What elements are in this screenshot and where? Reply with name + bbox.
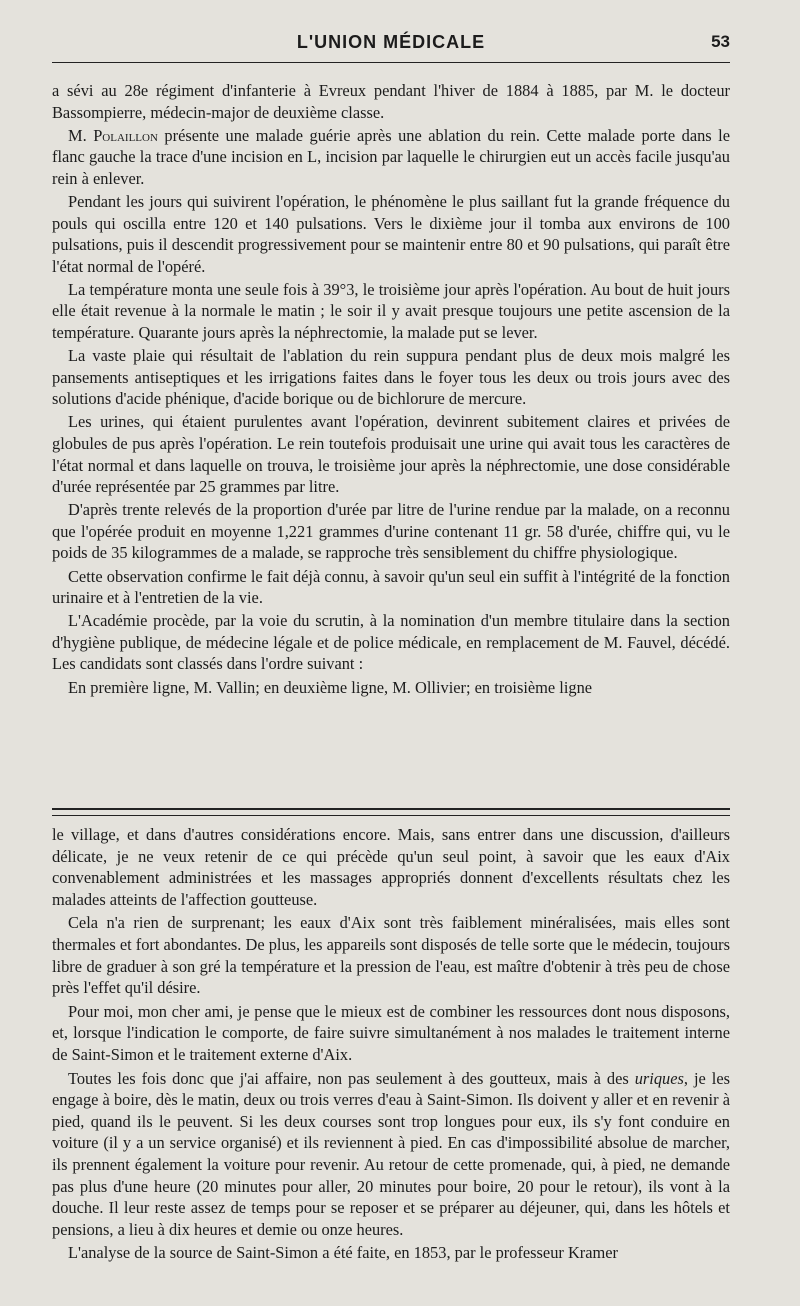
paragraph <box>52 125 730 190</box>
paragraph: le village, et dans d'autres considérations encore. Mais, sans entrer dans une discussion, d'ailleurs délicate, je ne veux retenir de ce qui précède qu'un seul point, à savoir que les eaux d'Aix convenablement administrées et les massages appropriés donnent d'excellents résultats chez les malades atteints de l'affection goutteuse. <box>52 825 730 909</box>
paragraph-text: , je les engage à boire, dès le matin, deux ou trois verres d'eau à Saint-Simon. Ils doivent y aller et en revenir à pied, quand ils le peuvent. Si les deux courses sont trop longues pour eux, ils s'y font conduire en voiture (il y a un service organisé) et ils reviennent à pied. En cas d'impossibilité absolue de marcher, ils prennent également la voiture pour revenir. Au retour de cette promenade, qui, à pied, ne demande pas plus d'une heure (20 minutes pour aller, 20 minutes pour boire, 20 pour le retour), ils vont à la douche. Il leur reste assez de temps pour se reposer et se préparer au déjeuner, qui, dans les hôtels et pensions, a lieu à dix heures et demie ou onze heures. <box>52 1068 730 1239</box>
paragraph: Cela n'a rien de surprenant; les eaux d'Aix sont très faiblement minéralisées, mais elles sont thermales et fort abondantes. De plus, les appareils sont disposés de telle sorte que le médecin, toujours libre de graduer à son gré la température et la pression de l'eau, est maître d'obtenir à très peu de chose près l'effet qu'il désire. <box>52 913 730 998</box>
paragraph: En première ligne, M. Vallin; en deuxième ligne, M. Ollivier; en troisième ligne <box>68 677 593 697</box>
paragraph: D'après trente relevés de la proportion d'urée par litre de l'urine rendue par la malade, on a reconnu que l'opérée produit en moyenne 1,221 grammes d'urine contenant 11 gr. 58 d'urée, chiffre qui, vu le poids de 35 kilogrammes de a malade, se rapproche très sensiblement du chiffre physiologique. <box>52 500 730 563</box>
paragraph: Cette observation confirme le fait déjà connu, à savoir qu'un seul ein suffit à l'intégrité de la fonction urinaire et à l'entretien de la vie. <box>52 566 730 608</box>
paragraph: L'Académie procède, par la voie du scrutin, à la nomination d'un membre titulaire dans la section d'hygiène publique, de médecine légale et de police médicale, en remplacement de M. Fauvel, décédé. Les candidats sont classés dans l'ordre suivant : <box>52 611 730 674</box>
upper-text-column <box>52 80 730 700</box>
lower-text-column <box>52 824 730 1266</box>
paragraph-text: Toutes les fois donc que j'ai affaire, non pas seulement à des goutteux, mais à des <box>68 1068 629 1088</box>
author-name: Polaillon <box>93 125 158 145</box>
paragraph: La vaste plaie qui résultait de l'ablation du rein suppura pendant plus de deux mois malgré les pansements antiseptiques et les irrigations faites dans le foyer tous les deux ou trois jours avec des solutions d'acide phénique, d'acide borique ou de bichlorure de mercure. <box>52 346 730 409</box>
header-rule <box>52 62 730 63</box>
paragraph: a sévi au 28e régiment d'infanterie à Evreux pendant l'hiver de 1884 à 1885, par M. le docteur Bassompierre, médecin-major de deuxième classe. <box>52 81 730 122</box>
paragraph: L'analyse de la source de Saint-Simon a été faite, en 1853, par le professeur Kramer <box>68 1243 619 1263</box>
journal-title: L'UNION MÉDICALE <box>296 31 486 52</box>
paragraph: La température monta une seule fois à 39°3, le troisième jour après l'opération. Au bout de huit jours elle était revenue à la normale le matin ; le soir il y avait presque toujours une petite ascension de la température. Quarante jours après la néphrectomie, la malade put se lever. <box>52 279 730 343</box>
paragraph-text: présente une malade guérie après une ablation du rein. Cette malade porte dans le flanc gauche la trace d'une incision en L, incision par laquelle le chirurgien eut un accès facile jusqu'au rein à enlever. <box>52 125 730 188</box>
page-number: 53 <box>711 32 730 51</box>
paragraph: Pour moi, mon cher ami, je pense que le mieux est de combiner les ressources dont nous disposons, et, lorsque l'indication le comporte, de faire suivre simultanément à nos malades le traitement interne de Saint-Simon et le traitement externe d'Aix. <box>52 1001 730 1064</box>
italic-term: uriques <box>634 1068 684 1088</box>
section-divider <box>52 808 730 816</box>
paragraph: Pendant les jours qui suivirent l'opération, le phénomène le plus saillant fut la grande fréquence du pouls qui oscilla entre 120 et 140 pulsations. Vers le dixième jour il tomba aux environs de 100 pulsations, puis il descendit progressivement pour se maintenir entre 80 et 90 pulsations, qui paraît être l'état normal de l'opéré. <box>52 191 730 276</box>
paragraph: Les urines, qui étaient purulentes avant l'opération, devinrent subitement claires et privées de globules de pus après l'opération. Le rein toutefois produisait une urine qui avait tous les caractères de l'état normal et dans laquelle on trouva, le troisième jour après la néphrectomie, une dose considérable d'urée représentée par 25 grammes par litre. <box>52 412 730 497</box>
running-header <box>52 28 730 56</box>
paragraph-prefix: M. <box>68 125 87 145</box>
paragraph <box>52 1068 730 1241</box>
